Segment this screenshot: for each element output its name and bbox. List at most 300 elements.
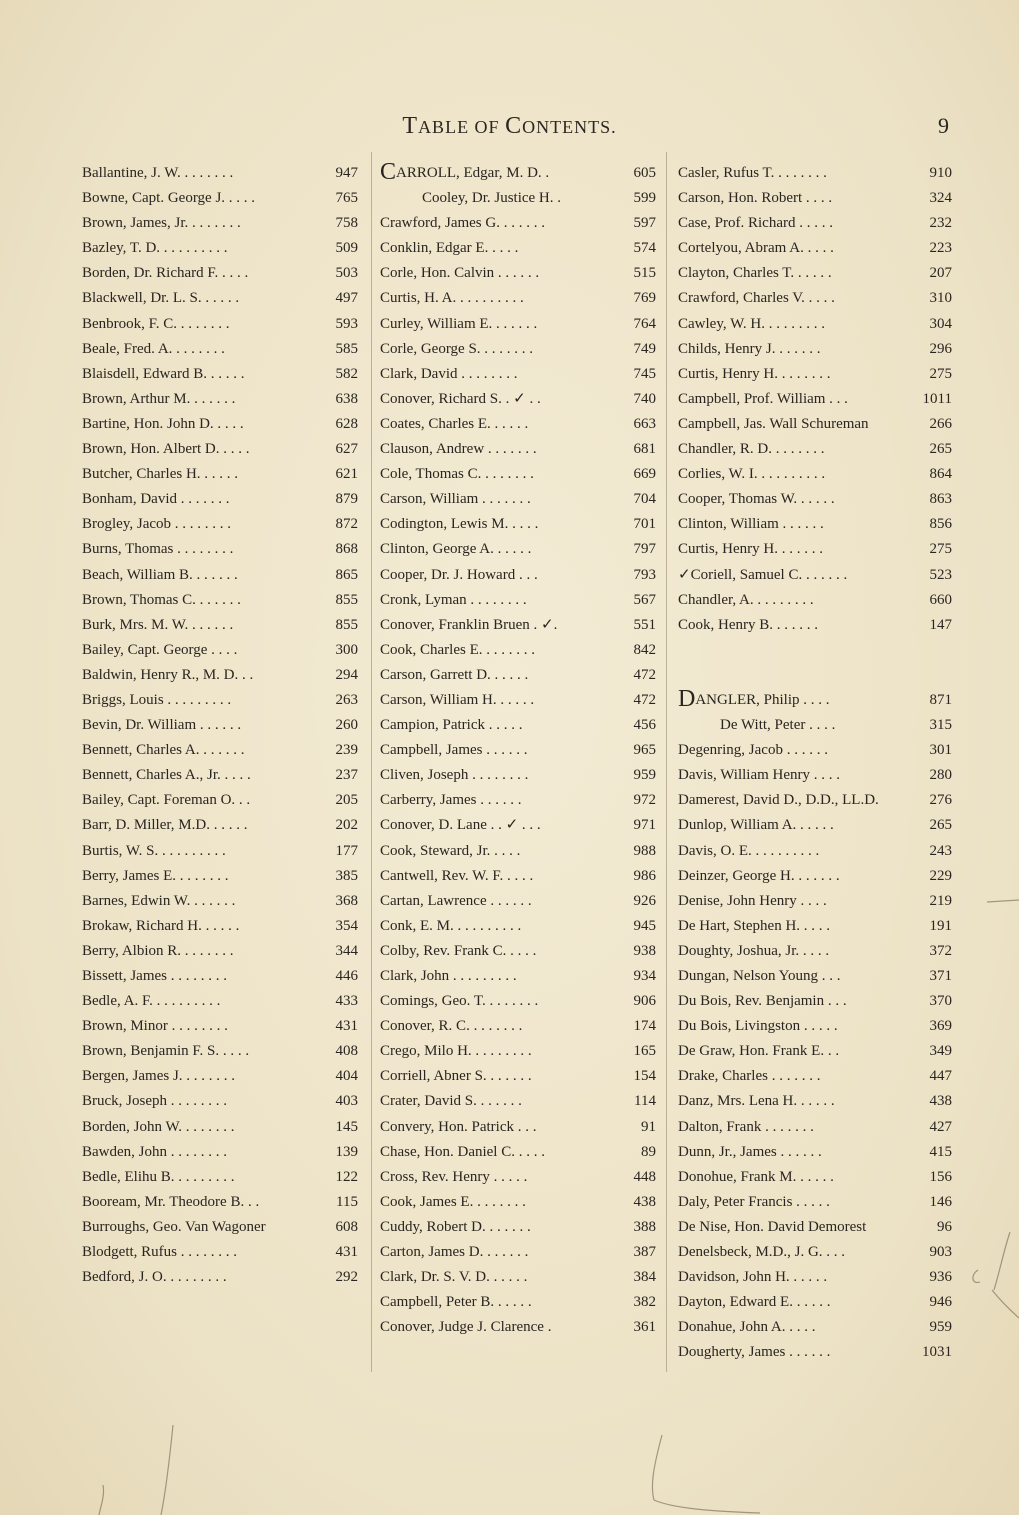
b-index-entry	[82, 512, 358, 537]
c-index-entry	[678, 462, 952, 487]
c-index-entry	[380, 387, 656, 412]
entry-page-number: 446	[335, 968, 358, 984]
c-index-entry	[380, 889, 656, 914]
entry-name: Bawden, John . . . . . . . .	[82, 1143, 227, 1160]
entry-name: Booream, Mr. Theodore B. . .	[82, 1193, 260, 1210]
entry-name: Curtis, Henry H. . . . . . . .	[678, 365, 831, 382]
entry-name: Dougherty, James . . . . . .	[678, 1344, 831, 1361]
entry-page-number: 669	[633, 466, 656, 483]
entry-name: Conover, Judge J. Clarence .	[380, 1319, 552, 1336]
entry-name: Bonham, David . . . . . . .	[82, 491, 230, 508]
entry-name: Codington, Lewis M. . . . .	[380, 516, 539, 533]
entry-page-number: 265	[929, 817, 952, 834]
b-index-entry	[82, 688, 358, 713]
b-index-entry	[82, 738, 358, 763]
b-index-entry	[82, 1064, 358, 1089]
entry-page-number: 408	[335, 1043, 358, 1060]
entry-page-number: 903	[929, 1244, 952, 1261]
entry-page-number: 388	[633, 1218, 656, 1235]
c-index-entry	[380, 1115, 656, 1140]
entry-page-number: 447	[929, 1068, 952, 1085]
entry-page-number: 926	[633, 892, 656, 909]
entry-page-number: 621	[335, 466, 358, 483]
d-index-entry	[678, 1140, 952, 1165]
entry-name: Barr, D. Miller, M.D. . . . . .	[82, 817, 248, 834]
entry-name: De Hart, Stephen H. . . . .	[678, 917, 831, 934]
entry-page-number: 582	[335, 365, 358, 382]
c-index-entry	[380, 1089, 656, 1114]
entry-page-number: 740	[633, 390, 656, 407]
entry-name: Brown, Minor . . . . . . . .	[82, 1018, 228, 1035]
c-index-entry	[380, 839, 656, 864]
entry-name: Curtis, Henry H. . . . . . .	[678, 541, 823, 558]
entry-page-number: 660	[929, 591, 952, 608]
entry-page-number: 232	[929, 215, 952, 232]
entry-page-number: 382	[633, 1294, 656, 1311]
entry-name: Bruck, Joseph . . . . . . . .	[82, 1093, 227, 1110]
title-rest-1: ABLE OF	[418, 117, 506, 137]
entry-page-number: 593	[335, 315, 358, 332]
entry-name: Dunlop, William A. . . . . .	[678, 817, 834, 834]
entry-page-number: 403	[335, 1093, 358, 1110]
d-index-entry	[678, 685, 952, 713]
d-index-entry	[678, 1340, 952, 1365]
entry-page-number: 872	[335, 516, 358, 533]
entry-name: Burk, Mrs. M. W. . . . . . .	[82, 616, 234, 633]
entry-page-number: 96	[937, 1218, 952, 1235]
entry-name: Daly, Peter Francis . . . . .	[678, 1193, 830, 1210]
b-index-entry	[82, 487, 358, 512]
entry-name: Carton, James D. . . . . . .	[380, 1244, 529, 1261]
entry-page-number: 387	[633, 1244, 656, 1261]
entry-name: Borden, John W. . . . . . . .	[82, 1118, 235, 1135]
entry-name: Cortelyou, Abram A. . . . .	[678, 240, 834, 257]
entry-page-number: 165	[633, 1043, 656, 1060]
entry-name: Donohue, Frank M. . . . . .	[678, 1168, 834, 1185]
c-index-entry	[380, 211, 656, 236]
c-index-entry	[380, 161, 656, 186]
entry-name: Crawford, Charles V. . . . .	[678, 290, 835, 307]
b-index-entry	[82, 211, 358, 236]
entry-name: Du Bois, Rev. Benjamin . . .	[678, 993, 847, 1010]
entry-name: Bailey, Capt. Foreman O. . .	[82, 792, 251, 809]
entry-page-number: 745	[633, 365, 656, 382]
c-index-entry	[380, 537, 656, 562]
b-index-entry	[82, 864, 358, 889]
entry-page-number: 910	[929, 165, 952, 181]
c-index-entry	[380, 613, 656, 638]
entry-name: Bergen, James J. . . . . . . .	[82, 1068, 236, 1085]
c-index-entry	[380, 1140, 656, 1165]
entry-name: Campion, Patrick . . . . .	[380, 717, 523, 734]
page-title	[0, 113, 1019, 140]
b-index-entry	[82, 286, 358, 311]
b-index-entry	[82, 813, 358, 838]
c-index-entry	[380, 989, 656, 1014]
entry-name: Bartine, Hon. John D. . . . .	[82, 415, 244, 432]
entry-page-number: 868	[335, 541, 358, 558]
c-index-entry	[678, 362, 952, 387]
entry-name: Berry, Albion R. . . . . . . .	[82, 942, 234, 959]
pencil-mark-right-dash	[985, 892, 1019, 912]
c-index-entry	[380, 1290, 656, 1315]
entry-name: Ballantine, J. W. . . . . . . .	[82, 165, 234, 181]
entry-name: Campbell, Peter B. . . . . .	[380, 1294, 532, 1311]
d-index-entry	[678, 813, 952, 838]
entry-page-number: 177	[335, 842, 358, 859]
entry-name: Brown, Thomas C. . . . . . .	[82, 591, 241, 608]
entry-page-number: 503	[335, 265, 358, 282]
entry-name: Bedle, A. F. . . . . . . . . .	[82, 993, 221, 1010]
c-index-entry	[380, 1315, 656, 1340]
entry-page-number: 497	[335, 290, 358, 307]
entry-page-number: 597	[633, 215, 656, 232]
entry-page-number: 300	[335, 641, 358, 658]
d-index-entry	[678, 964, 952, 989]
b-index-entry	[82, 1265, 358, 1290]
index-column-b	[82, 161, 358, 1290]
entry-page-number: 431	[335, 1244, 358, 1261]
entry-name-text: ARROLL, Edgar, M. D. .	[396, 165, 550, 181]
b-index-entry	[82, 1240, 358, 1265]
entry-page-number: 871	[929, 691, 952, 708]
entry-page-number: 986	[633, 867, 656, 884]
entry-page-number: 310	[929, 290, 952, 307]
c-index-entry	[380, 236, 656, 261]
entry-name: Brogley, Jacob . . . . . . . .	[82, 516, 232, 533]
entry-page-number: 472	[633, 666, 656, 683]
c-index-entry	[678, 236, 952, 261]
entry-name: Curtis, H. A. . . . . . . . . .	[380, 290, 524, 307]
entry-name	[380, 161, 549, 186]
entry-page-number: 139	[335, 1143, 358, 1160]
entry-page-number: 749	[633, 340, 656, 357]
entry-page-number: 856	[929, 516, 952, 533]
d-index-entry	[678, 1089, 952, 1114]
entry-page-number: 239	[335, 742, 358, 759]
entry-name: Cook, Steward, Jr. . . . .	[380, 842, 521, 859]
entry-page-number: 438	[929, 1093, 952, 1110]
entry-page-number: 122	[335, 1168, 358, 1185]
entry-page-number: 865	[335, 566, 358, 583]
d-index-entry	[678, 1315, 952, 1340]
entry-page-number: 370	[929, 993, 952, 1010]
entry-name: Conover, Franklin Bruen . ✓.	[380, 616, 558, 633]
entry-page-number: 146	[929, 1193, 952, 1210]
entry-name: Burtis, W. S. . . . . . . . . .	[82, 842, 226, 859]
entry-name: Clark, David . . . . . . . .	[380, 365, 518, 382]
entry-name: Campbell, Prof. William . . .	[678, 390, 848, 407]
entry-name: Cole, Thomas C. . . . . . . .	[380, 466, 534, 483]
entry-name: Davis, William Henry . . . .	[678, 767, 841, 784]
entry-name: Borden, Dr. Richard F. . . . .	[82, 265, 249, 282]
title-initial-2: C	[505, 113, 523, 139]
c-index-entry	[380, 1190, 656, 1215]
entry-name: Cooley, Dr. Justice H. .	[422, 190, 562, 207]
entry-name: Chandler, A. . . . . . . . .	[678, 591, 814, 608]
entry-name: De Nise, Hon. David Demorest	[678, 1218, 867, 1235]
c-index-entry	[678, 412, 952, 437]
entry-page-number: 237	[335, 767, 358, 784]
c-index-entry	[678, 588, 952, 613]
entry-name: Conover, D. Lane . . ✓ . . .	[380, 817, 541, 834]
entry-name: Cooper, Dr. J. Howard . . .	[380, 566, 538, 583]
entry-name: Clark, Dr. S. V. D. . . . . .	[380, 1269, 528, 1286]
c-index-entry	[678, 286, 952, 311]
pencil-mark-right	[960, 1230, 1019, 1320]
entry-page-number: 945	[633, 917, 656, 934]
entry-page-number: 842	[633, 641, 656, 658]
c-index-entry	[380, 261, 656, 286]
entry-name: Blackwell, Dr. L. S. . . . . .	[82, 290, 240, 307]
section-gap	[678, 638, 952, 688]
entry-name: Childs, Henry J. . . . . . .	[678, 340, 821, 357]
entry-page-number: 663	[633, 415, 656, 432]
entry-page-number: 427	[929, 1118, 952, 1135]
entry-name: Benbrook, F. C. . . . . . . .	[82, 315, 230, 332]
entry-page-number: 174	[633, 1018, 656, 1035]
entry-name: Brown, Hon. Albert D. . . . .	[82, 441, 250, 458]
c-index-entry	[380, 487, 656, 512]
b-index-entry	[82, 1140, 358, 1165]
entry-name: Crawford, James G. . . . . . .	[380, 215, 545, 232]
entry-page-number: 147	[929, 616, 952, 633]
entry-name: Clinton, William . . . . . .	[678, 516, 824, 533]
drop-cap-initial: C	[380, 159, 397, 185]
c-index-entry	[380, 914, 656, 939]
entry-page-number: 369	[929, 1018, 952, 1035]
d-index-entry	[678, 1190, 952, 1215]
d-index-entry	[678, 738, 952, 763]
d-index-entry	[678, 1290, 952, 1315]
entry-name: Danz, Mrs. Lena H. . . . . .	[678, 1093, 835, 1110]
b-index-entry	[82, 1190, 358, 1215]
entry-name: Cook, Henry B. . . . . . .	[678, 616, 818, 633]
c-index-entry	[380, 563, 656, 588]
entry-page-number: 280	[929, 767, 952, 784]
entry-name: Conklin, Edgar E. . . . .	[380, 240, 519, 257]
d-index-entry	[678, 1014, 952, 1039]
entry-page-number: 205	[335, 792, 358, 809]
b-index-entry	[82, 236, 358, 261]
entry-page-number: 292	[335, 1269, 358, 1286]
entry-page-number: 1031	[922, 1344, 952, 1361]
entry-name: Bedford, J. O. . . . . . . . .	[82, 1269, 227, 1286]
b-index-entry	[82, 437, 358, 462]
b-index-entry	[82, 1039, 358, 1064]
title-initial-1: T	[402, 113, 419, 139]
entry-name: Degenring, Jacob . . . . . .	[678, 742, 828, 759]
entry-page-number: 415	[929, 1143, 952, 1160]
entry-page-number: 433	[335, 993, 358, 1010]
entry-page-number: 567	[633, 591, 656, 608]
entry-name: Conover, R. C. . . . . . . .	[380, 1018, 523, 1035]
entry-page-number: 959	[929, 1319, 952, 1336]
entry-name: Corriell, Abner S. . . . . . .	[380, 1068, 532, 1085]
c-index-entry	[380, 186, 656, 211]
entry-page-number: 638	[335, 390, 358, 407]
entry-page-number: 349	[929, 1043, 952, 1060]
entry-name: Corlies, W. I. . . . . . . . . .	[678, 466, 826, 483]
c-index-entry	[380, 437, 656, 462]
entry-name: Carberry, James . . . . . .	[380, 792, 522, 809]
entry-page-number: 608	[335, 1218, 358, 1235]
c-index-entry	[380, 1014, 656, 1039]
c-index-entry	[678, 487, 952, 512]
entry-page-number: 191	[929, 917, 952, 934]
c-index-entry	[380, 1165, 656, 1190]
c-index-entry	[380, 337, 656, 362]
b-index-entry	[82, 839, 358, 864]
entry-name: Beale, Fred. A. . . . . . . .	[82, 340, 225, 357]
entry-name: Davis, O. E. . . . . . . . . .	[678, 842, 820, 859]
c-index-entry	[380, 1240, 656, 1265]
entry-page-number: 509	[335, 240, 358, 257]
entry-name: Chandler, R. D. . . . . . . .	[678, 441, 825, 458]
entry-name	[678, 685, 830, 713]
entry-name: Dungan, Nelson Young . . .	[678, 968, 841, 984]
entry-name: Cartan, Lawrence . . . . . .	[380, 892, 532, 909]
c-index-entry	[678, 186, 952, 211]
b-index-entry	[82, 914, 358, 939]
c-index-entry	[678, 161, 952, 186]
b-index-entry	[82, 663, 358, 688]
c-index-entry	[380, 738, 656, 763]
entry-page-number: 431	[335, 1018, 358, 1035]
entry-name: Cook, James E. . . . . . . .	[380, 1193, 526, 1210]
entry-name: Denise, John Henry . . . .	[678, 892, 827, 909]
entry-name: Burroughs, Geo. Van Wagoner	[82, 1218, 266, 1235]
entry-page-number: 301	[929, 742, 952, 759]
entry-page-number: 906	[633, 993, 656, 1010]
entry-name: Crater, David S. . . . . . .	[380, 1093, 522, 1110]
entry-name: Cuddy, Robert D. . . . . . .	[380, 1218, 531, 1235]
entry-name: Comings, Geo. T. . . . . . . .	[380, 993, 539, 1010]
entry-name: Davidson, John H. . . . . .	[678, 1269, 828, 1286]
c-index-entry	[678, 211, 952, 236]
d-index-entry	[678, 1039, 952, 1064]
entry-page-number: 324	[929, 190, 952, 207]
d-index-entry	[678, 1115, 952, 1140]
entry-name: Colby, Rev. Frank C. . . . .	[380, 942, 537, 959]
entry-page-number: 934	[633, 968, 656, 984]
entry-name: Carson, William . . . . . . .	[380, 491, 531, 508]
entry-name: Bennett, Charles A. . . . . . .	[82, 742, 245, 759]
entry-page-number: 202	[335, 817, 358, 834]
c-index-entry	[380, 588, 656, 613]
c-index-entry	[380, 512, 656, 537]
entry-page-number: 156	[929, 1168, 952, 1185]
c-index-entry	[380, 362, 656, 387]
entry-page-number: 154	[633, 1068, 656, 1085]
entry-name: Brown, James, Jr. . . . . . . .	[82, 215, 241, 232]
d-index-entry	[678, 1240, 952, 1265]
entry-page-number: 368	[335, 892, 358, 909]
b-index-entry	[82, 1089, 358, 1114]
index-column-c-d	[678, 161, 952, 1366]
b-index-entry	[82, 362, 358, 387]
entry-page-number: 704	[633, 491, 656, 508]
b-index-entry	[82, 1115, 358, 1140]
entry-name: Barnes, Edwin W. . . . . . .	[82, 892, 236, 909]
entry-page-number: 627	[335, 441, 358, 458]
entry-page-number: 628	[335, 415, 358, 432]
entry-name: Briggs, Louis . . . . . . . . .	[82, 691, 232, 708]
entry-page-number: 265	[929, 441, 952, 458]
entry-page-number: 263	[335, 691, 358, 708]
entry-name: De Graw, Hon. Frank E. . .	[678, 1043, 840, 1060]
b-index-entry	[82, 788, 358, 813]
c-index-entry	[380, 1215, 656, 1240]
entry-name: Cooper, Thomas W. . . . . .	[678, 491, 835, 508]
c-index-entry	[380, 312, 656, 337]
entry-page-number: 988	[633, 842, 656, 859]
drop-cap-initial: D	[678, 685, 696, 712]
b-index-entry	[82, 889, 358, 914]
entry-page-number: 879	[335, 491, 358, 508]
d-index-entry	[678, 788, 952, 813]
entry-name: Bowne, Capt. George J. . . . .	[82, 190, 256, 207]
b-index-entry	[82, 1165, 358, 1190]
entry-name: Beach, William B. . . . . . .	[82, 566, 238, 583]
entry-page-number: 959	[633, 767, 656, 784]
entry-name: Campbell, Jas. Wall Schureman	[678, 415, 869, 432]
entry-name: ✓Coriell, Samuel C. . . . . . .	[678, 566, 848, 583]
entry-name: Conover, Richard S. . ✓ . .	[380, 390, 541, 407]
entry-name: Drake, Charles . . . . . . .	[678, 1068, 821, 1085]
entry-page-number: 275	[929, 365, 952, 382]
c-index-entry	[380, 788, 656, 813]
entry-name: Cook, Charles E. . . . . . . .	[380, 641, 535, 658]
b-index-entry	[82, 638, 358, 663]
entry-page-number: 304	[929, 315, 952, 332]
b-index-entry	[82, 261, 358, 286]
entry-page-number: 276	[929, 792, 952, 809]
entry-name: De Witt, Peter . . . .	[720, 717, 836, 734]
d-index-entry	[678, 889, 952, 914]
entry-name: Dayton, Edward E. . . . . .	[678, 1294, 831, 1311]
c-index-entry	[678, 512, 952, 537]
entry-name: Deinzer, George H. . . . . . .	[678, 867, 840, 884]
column-divider-2	[666, 152, 667, 1372]
entry-name: Butcher, Charles H. . . . . .	[82, 466, 239, 483]
entry-page-number: 765	[335, 190, 358, 207]
entry-name: Blodgett, Rufus . . . . . . . .	[82, 1244, 238, 1261]
entry-name: Chase, Hon. Daniel C. . . . .	[380, 1143, 545, 1160]
entry-page-number: 758	[335, 215, 358, 232]
b-index-entry	[82, 989, 358, 1014]
entry-name: Corle, Hon. Calvin . . . . . .	[380, 265, 540, 282]
entry-page-number: 219	[929, 892, 952, 909]
entry-name: Corle, George S. . . . . . . .	[380, 340, 534, 357]
entry-page-number: 855	[335, 591, 358, 608]
d-index-entry	[678, 864, 952, 889]
b-index-entry	[82, 412, 358, 437]
entry-page-number: 863	[929, 491, 952, 508]
entry-name: Clark, John . . . . . . . . .	[380, 968, 517, 984]
entry-name: Cantwell, Rev. W. F. . . . .	[380, 867, 534, 884]
entry-name-text: ANGLER, Philip . . . .	[695, 691, 830, 708]
b-index-entry	[82, 387, 358, 412]
entry-page-number: 89	[641, 1143, 656, 1160]
entry-name: Bennett, Charles A., Jr. . . . .	[82, 767, 251, 784]
d-index-entry	[678, 1165, 952, 1190]
entry-page-number: 971	[633, 817, 656, 834]
entry-page-number: 404	[335, 1068, 358, 1085]
entry-name: Du Bois, Livingston . . . . .	[678, 1018, 838, 1035]
b-index-entry	[82, 186, 358, 211]
entry-page-number: 294	[335, 666, 358, 683]
